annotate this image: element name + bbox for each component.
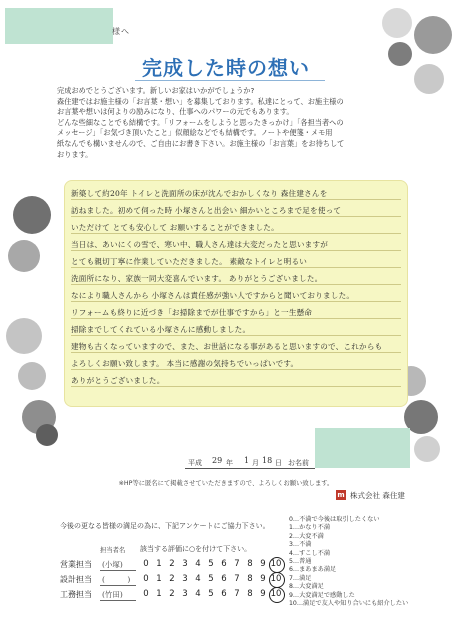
rating-option[interactable]: 10 [270, 559, 282, 569]
intro-line: メッセージ」「お気づき頂いたこと」似顔絵などでも結構です。ノートや便箋・メモ用 [57, 128, 333, 138]
rating-option[interactable]: 4 [195, 559, 201, 569]
year-unit: 年 [226, 459, 233, 467]
rating-option[interactable]: 2 [169, 559, 175, 569]
col-person-header: 担当者名 [100, 547, 126, 554]
scale-item: 6…まあまあ満足 [289, 566, 337, 574]
survey-heading: 今後の更なる皆様の満足の為に、下記アンケートにご協力下さい。 [60, 522, 270, 530]
survey-row [60, 574, 285, 588]
rating-option[interactable]: 7 [234, 559, 240, 569]
name-label: お名前 [288, 459, 309, 467]
person-name: ( ) [102, 575, 131, 584]
handwritten-line: リフォームも終りに近づき「お掃除までが仕事ですから」と一生懸命 [71, 308, 313, 317]
ruled-line [71, 318, 401, 319]
intro-line: どんな些細なことでも結構です。「リフォームをしようと思ったきっかけ」「各担当者への [57, 117, 344, 127]
survey-row-label: 工務担当 [60, 590, 92, 599]
handwritten-line: なにより職人さんから 小塚さんは責任感が強い人ですからと聞いておりました。 [71, 291, 355, 300]
rating-option[interactable]: 0 [143, 589, 149, 599]
scale-item: 7…満足 [289, 574, 312, 582]
scale-item: 3…不満 [289, 541, 312, 549]
rating-option[interactable]: 3 [182, 589, 188, 599]
rating-option[interactable]: 6 [221, 574, 227, 584]
decorative-circle [382, 8, 412, 38]
year-value: 29 [212, 456, 223, 465]
handwritten-line: 建物も古くなっていますので、また、お世話になる事があると思いますので、これからも [71, 342, 383, 351]
intro-line: 紙なんでも構いませんので、ご自由にお書き下さい。お施主様の「お言葉」をお待ちして [57, 138, 345, 148]
handwritten-note [64, 180, 408, 407]
selected-rating-circle [269, 587, 285, 603]
rating-option[interactable]: 5 [208, 559, 214, 569]
rating-option[interactable]: 8 [247, 574, 253, 584]
survey-row [60, 559, 285, 573]
survey-row-label: 設計担当 [60, 575, 92, 584]
scale-item: 4…すこし不満 [289, 549, 331, 557]
decorative-circle [6, 318, 42, 354]
rating-option[interactable]: 9 [260, 574, 266, 584]
rating-option[interactable]: 1 [156, 559, 162, 569]
ruled-line [71, 233, 401, 234]
decorative-circle [36, 424, 58, 446]
hp-publication-note: ※HP等に匿名にて掲載させていただきますので、よろしくお願い致します。 [118, 480, 334, 487]
rating-option[interactable]: 5 [208, 574, 214, 584]
rating-scale-legend [289, 516, 408, 608]
rating-option[interactable]: 9 [260, 589, 266, 599]
redacted-signature [315, 428, 410, 468]
ruled-line [71, 199, 401, 200]
company-name: 株式会社 森住建 [350, 491, 405, 500]
rating-option[interactable]: 5 [208, 589, 214, 599]
handwritten-line: 当日は、あいにくの雪で、寒い中、職人さん達は大変だったと思いますが [71, 240, 329, 249]
decorative-circle [414, 436, 440, 462]
day-unit: 日 [275, 459, 282, 467]
rating-option[interactable]: 0 [143, 574, 149, 584]
selected-rating-circle [269, 557, 285, 573]
col-instruction-header: 該当する評価に○を付けて下さい。 [140, 545, 252, 553]
handwritten-line: 掃除までしてくれている小塚さんに感動しました。 [71, 325, 251, 334]
rating-option[interactable]: 4 [195, 589, 201, 599]
scale-item: 2…大変不満 [289, 532, 324, 540]
decorative-circle [18, 362, 46, 390]
intro-line: お言葉や想いは何よりの励みになり、仕事へのパワーの元でもあります。 [57, 107, 294, 117]
handwritten-line: ありがとうございました。 [71, 376, 165, 385]
scale-item: 0…不満で今後は取引したくない [289, 516, 380, 523]
survey-row-label: 営業担当 [60, 560, 92, 569]
handwritten-line: 新築して約20年 トイレと洗面所の床が沈んでおかしくなり 森住建さんを [71, 189, 328, 198]
scale-item: 5…普通 [289, 558, 312, 566]
rating-option[interactable]: 3 [182, 574, 188, 584]
rating-option[interactable]: 7 [234, 574, 240, 584]
ruled-line [71, 386, 401, 387]
rating-option[interactable]: 2 [169, 589, 175, 599]
rating-option[interactable]: 1 [156, 574, 162, 584]
redacted-customer-name [5, 8, 113, 44]
ruled-line [71, 352, 401, 353]
decorative-circle [414, 16, 452, 54]
ruled-line [71, 335, 401, 336]
rating-option[interactable]: 9 [260, 559, 266, 569]
handwritten-line: とても親切丁寧に作業していただきました。 素敵なトイレと明るい [71, 257, 308, 266]
scale-item: 10…満足で友人や知り合いにも紹介したい [289, 600, 409, 608]
month-unit: 月 [252, 459, 259, 467]
salutation: 様へ [112, 27, 130, 36]
ruled-line [71, 216, 401, 217]
ruled-line [71, 284, 401, 285]
title-underline [135, 80, 325, 81]
scale-item: 8…大変満足 [289, 583, 324, 591]
rating-option[interactable]: 10 [270, 589, 282, 599]
rating-option[interactable]: 3 [182, 559, 188, 569]
rating-option[interactable]: 4 [195, 574, 201, 584]
rating-option[interactable]: 8 [247, 589, 253, 599]
handwritten-line: よろしくお願い致します。 本当に感謝の気持ちでいっぱいです。 [71, 359, 299, 368]
rating-option[interactable]: 8 [247, 559, 253, 569]
handwritten-line: いただけて とても安心して お願いすることができました。 [71, 223, 279, 232]
month-value: 1 [244, 456, 250, 465]
company-logo: m [337, 491, 345, 499]
rating-option[interactable]: 6 [221, 559, 227, 569]
ruled-line [71, 250, 401, 251]
intro-text [57, 86, 407, 160]
era-label: 平成 [188, 459, 202, 467]
person-name-line [100, 600, 136, 601]
day-value: 18 [262, 456, 273, 465]
intro-line: 森住建ではお施主様の「お言葉・想い」を募集しております。私達にとって、お施主様の [57, 96, 344, 106]
handwritten-line: 訪ねました。初めて伺った時 小塚さんと出会い 細かいところまで足を使って [71, 206, 342, 215]
selected-rating-circle [269, 572, 285, 588]
rating-option[interactable]: 6 [221, 589, 227, 599]
scale-item: 9…大変満足で感動した [289, 591, 355, 599]
rating-option[interactable]: 10 [270, 574, 282, 584]
decorative-circle [13, 196, 51, 234]
intro-line: 完成おめでとうございます。新しいお家はいかがでしょうか? [57, 86, 255, 95]
ruled-line [71, 369, 401, 370]
rating-option[interactable]: 7 [234, 589, 240, 599]
person-name: (小塚) [102, 560, 123, 569]
decorative-circle [8, 240, 40, 272]
rating-option[interactable]: 2 [169, 574, 175, 584]
survey-row [60, 589, 285, 603]
ruled-line [71, 267, 401, 268]
rating-option[interactable]: 1 [156, 589, 162, 599]
rating-option[interactable]: 0 [143, 559, 149, 569]
handwritten-line: 洗面所になり、家族一同大変喜んでいます。 ありがとうございました。 [71, 274, 323, 283]
person-name-line [100, 585, 136, 586]
person-name-line [100, 570, 136, 571]
page-title: 完成した時の想い [142, 56, 310, 80]
scale-item: 1…かなり不満 [289, 524, 331, 532]
date-underline [185, 468, 315, 469]
person-name: (竹田) [102, 590, 123, 599]
intro-line: おります。 [57, 149, 93, 159]
ruled-line [71, 301, 401, 302]
